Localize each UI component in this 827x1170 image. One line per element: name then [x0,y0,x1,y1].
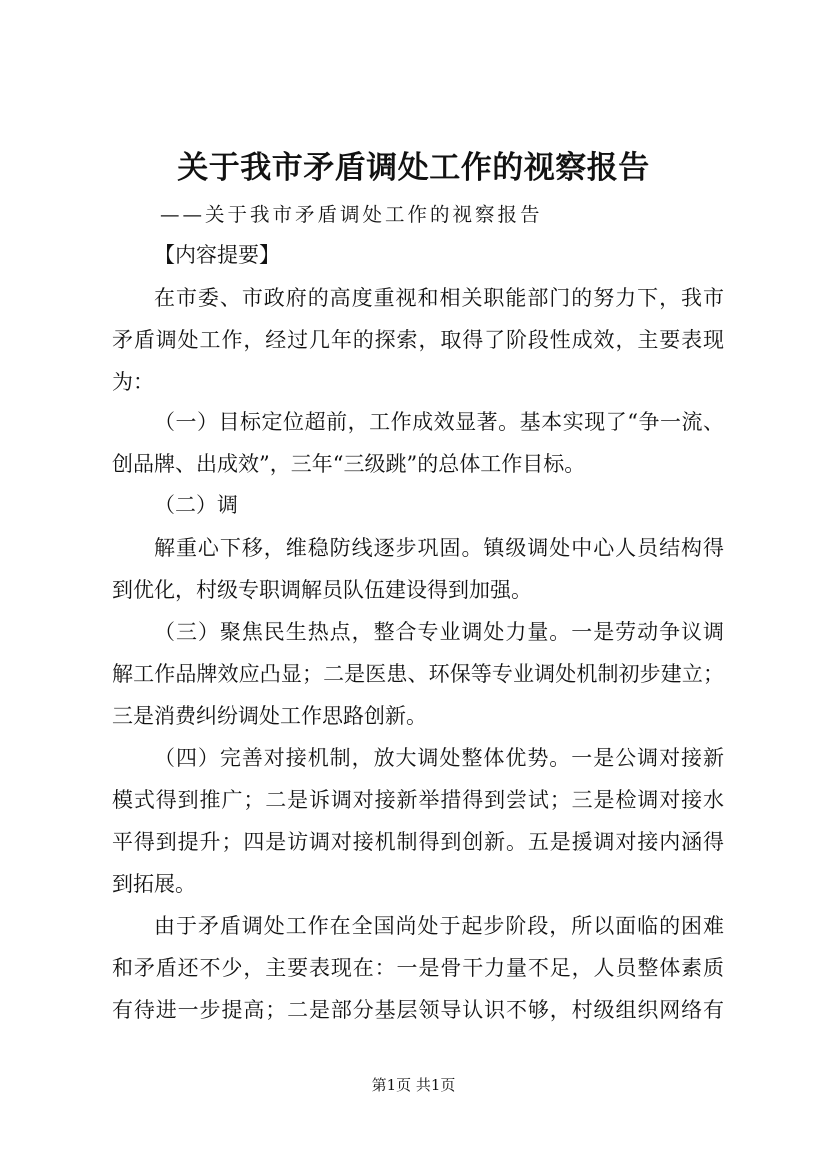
body-line: 有待进一步提高；二是部分基层领导认识不够，村级组织网络有 [112,998,724,1022]
body-line: 模式得到推广；二是诉调对接新举措得到尝试；三是检调对接水 [112,788,724,812]
body-line: （二）调 [154,493,238,517]
body-line: 三是消费纠纷调处工作思路创新。 [112,704,427,728]
body-line: 和矛盾还不少，主要表现在：一是骨干力量不足，人员整体素质 [112,956,724,980]
document-title: 关于我市矛盾调处工作的视察报告 [177,150,650,186]
body-line: 平得到提升；四是访调对接机制得到创新。五是援调对接内涵得 [112,830,724,854]
section-heading: 【内容提要】 [154,243,280,267]
body-line: 矛盾调处工作，经过几年的探索，取得了阶段性成效，主要表现 [112,328,724,352]
body-line: 由于矛盾调处工作在全国尚处于起步阶段，所以面临的困难 [154,914,724,938]
body-line: 创品牌、出成效”，三年“三级跳”的总体工作目标。 [112,452,586,476]
body-line: （三）聚焦民生热点，整合专业调处力量。一是劳动争议调 [154,620,724,644]
body-line: （四）完善对接机制，放大调处整体优势。一是公调对接新 [154,746,724,770]
body-line: 到拓展。 [112,872,196,896]
page-number: 第1页 共1页 [371,1076,456,1094]
document-subtitle: ——关于我市矛盾调处工作的视察报告 [160,203,543,226]
body-line: （一）目标定位超前，工作成效显著。基本实现了“争一流、 [154,410,724,434]
body-line: 解重心下移，维稳防线逐步巩固。镇级调处中心人员结构得 [154,536,724,560]
body-line: 为： [112,370,154,394]
body-line: 解工作品牌效应凸显；二是医患、环保等专业调处机制初步建立； [112,662,724,686]
body-line: 到优化，村级专职调解员队伍建设得到加强。 [112,578,532,602]
body-line: 在市委、市政府的高度重视和相关职能部门的努力下，我市 [154,286,724,310]
